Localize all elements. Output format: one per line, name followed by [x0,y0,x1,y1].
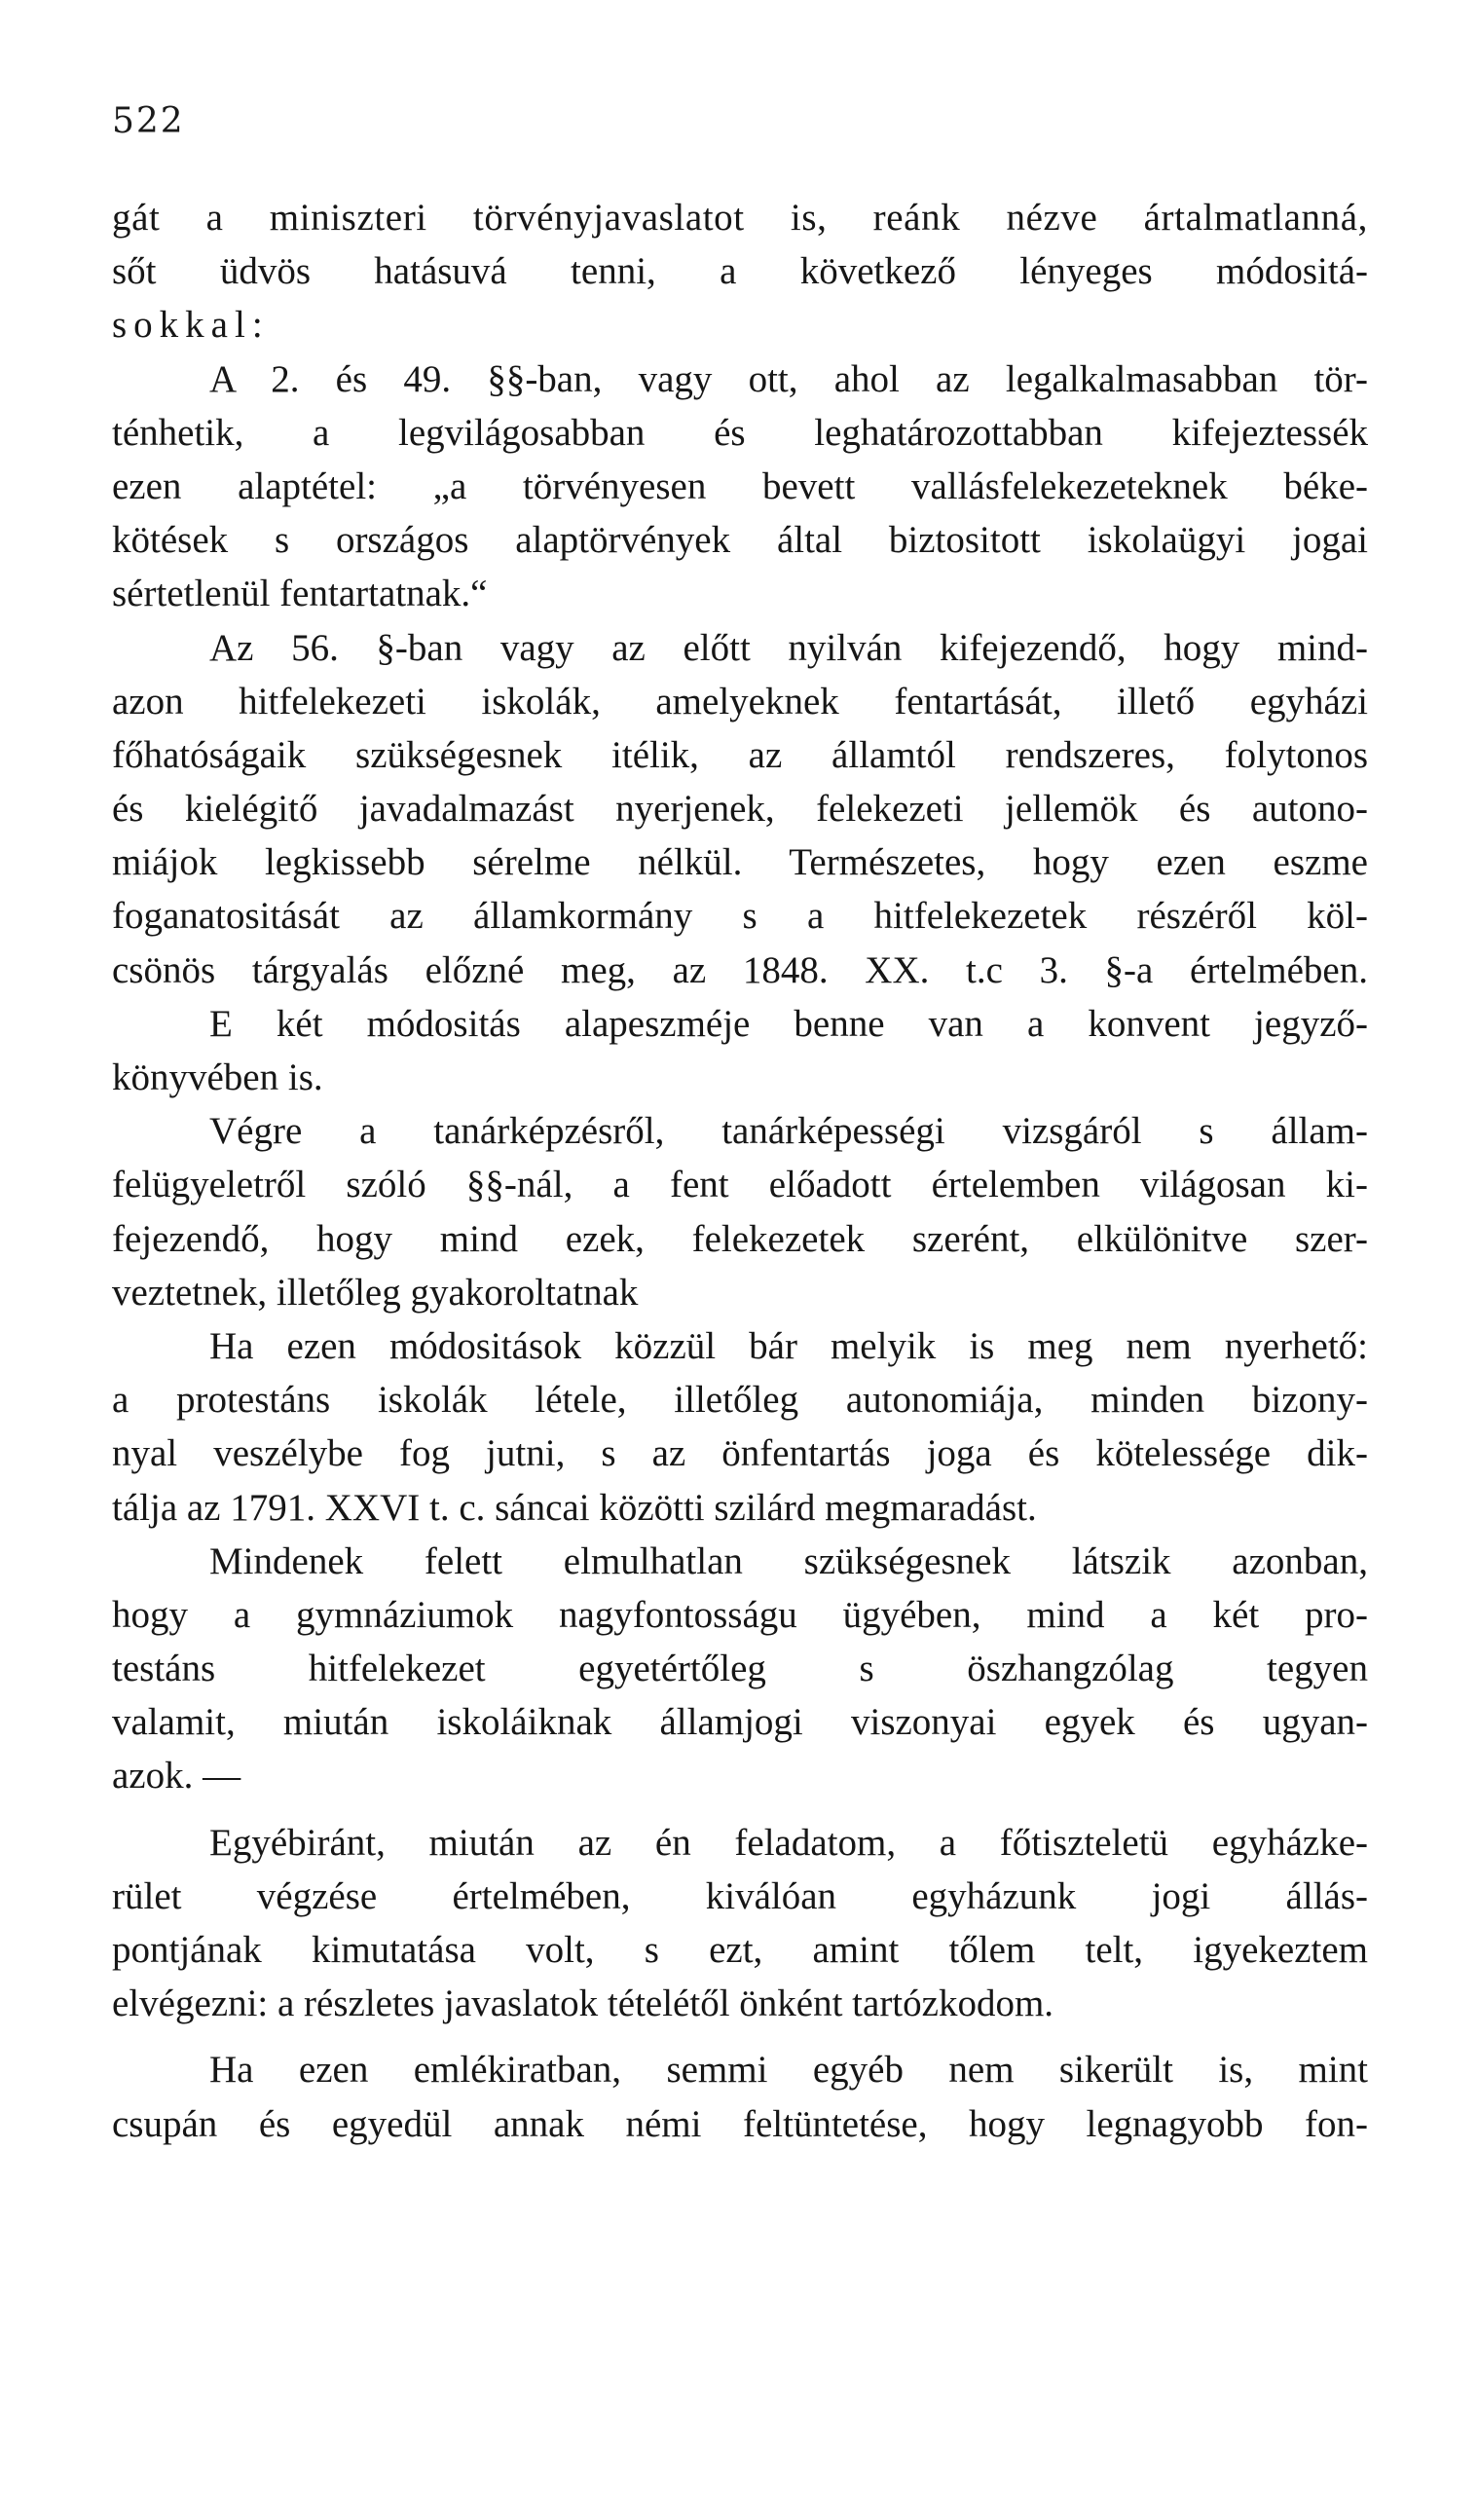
text-line: csönös tárgyalás előzné meg, az 1848. XX. t.c 3. §-a értelmében. [112,948,1368,991]
text-line: ezen alaptétel: „a törvényesen bevett vallásfelekezeteknek béke- [112,464,1368,507]
text-line: miájok legkissebb sérelme nélkül. Természetes, hogy ezen eszme [112,841,1368,884]
text-line: a protestáns iskolák létele, illetőleg autonomiája, minden bizony- [112,1379,1368,1422]
text-line: sértetlenül fentartatnak.“ [112,573,488,615]
text-line: veztetnek, illetőleg gyakoroltatnak [112,1271,639,1314]
text-line: A 2. és 49. §§-ban, vagy ott, ahol az legalkalmasabban tör- [209,357,1368,400]
body-text [112,191,1368,2151]
text-line: főhatóságaik szükségesnek itélik, az államtól rendszeres, folytonos [112,733,1368,776]
text-line: azok. — [112,1755,241,1797]
page-number: 522 [112,101,185,141]
text-line: Mindenek felett elmulhatlan szükségesnek látszik azonban, [209,1539,1368,1582]
text-line: fejezendő, hogy mind ezek, felekezetek szerént, elkülönitve szer- [112,1217,1368,1260]
text-line: tálja az 1791. XXVI t. c. sáncai közötti szilárd megmaradást. [112,1486,1037,1529]
text-line: Az 56. §-ban vagy az előtt nyilván kifejezendő, hogy mind- [209,626,1368,669]
text-line: és kielégitő javadalmazást nyerjenek, felekezeti jellemök és autono- [112,788,1368,831]
text-line: sokkal: [112,304,270,347]
text-line: kötések s országos alaptörvények által biztositott iskolaügyi jogai [112,519,1368,562]
text-line: könyvében is. [112,1056,323,1098]
text-line: csupán és egyedül annak némi feltüntetése, hogy legnagyobb fon- [112,2102,1368,2145]
text-line: ténhetik, a legvilágosabban és leghatározottabban kifejeztessék [112,411,1368,454]
text-line: Egyébiránt, miután az én feladatom, a főtiszteletü egyházke- [209,1821,1368,1864]
text-line: testáns hitfelekezet egyetértőleg s öszhangzólag tegyen [112,1648,1368,1690]
text-line: rület végzése értelmében, kiválóan egyházunk jogi állás- [112,1874,1368,1917]
text-line: gát a miniszteri törvényjavaslatot is, reánk nézve ártalmatlanná, [112,197,1368,239]
text-line: elvégezni: a részletes javaslatok tételétől önként tartózkodom. [112,1983,1054,2025]
text-line: nyal veszélybe fog jutni, s az önfentartás joga és kötelessége dik- [112,1432,1368,1475]
text-line: Ha ezen módositások közzül bár melyik is meg nem nyerhető: [209,1324,1368,1367]
text-line: foganatositását az államkormány s a hitfelekezetek részéről köl- [112,895,1368,938]
text-line: azon hitfelekezeti iskolák, amelyeknek fentartását, illető egyházi [112,680,1368,723]
text-line: Ha ezen emlékiratban, semmi egyéb nem sikerült is, mint [209,2049,1368,2092]
text-line: E két módositás alapeszméje benne van a konvent jegyző- [209,1002,1368,1045]
text-line: pontjának kimutatása volt, s ezt, amint tőlem telt, igyekeztem [112,1929,1368,1971]
text-line: hogy a gymnáziumok nagyfontosságu ügyében, mind a két pro- [112,1593,1368,1636]
text-line: felügyeletről szóló §§-nál, a fent előadott értelemben világosan ki- [112,1164,1368,1206]
text-line: sőt üdvös hatásuvá tenni, a következő lényeges módositá- [112,250,1368,293]
text-line: Végre a tanárképzésről, tanárképességi vizsgáról s állam- [209,1110,1368,1153]
text-line: valamit, miután iskoláiknak államjogi viszonyai egyek és ugyan- [112,1701,1368,1744]
